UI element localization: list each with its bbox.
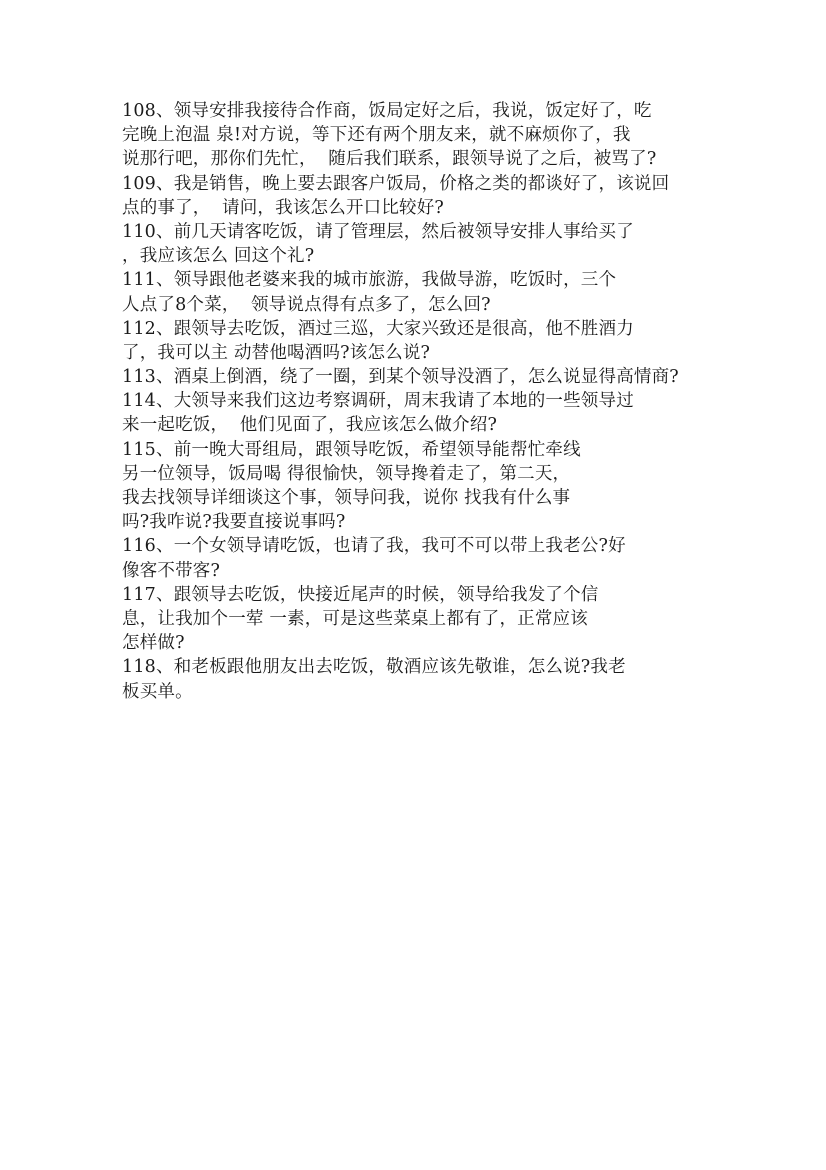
text-line: 108、领导安排我接待合作商，饭局定好之后，我说，饭定好了，吃 — [122, 101, 652, 121]
text-line: 怎样做? — [122, 633, 185, 654]
document-body — [122, 99, 722, 704]
text-line: 吗?我咋说?我要直接说事吗? — [122, 512, 346, 533]
text-line: 另一位领导，饭局喝 得很愉快，领导搀着走了，第二天， — [122, 463, 571, 484]
text-line: 完晚上泡温 泉!对方说，等下还有两个朋友来，就不麻烦你了，我 — [122, 125, 631, 146]
text-line: 板买单。 — [122, 681, 193, 702]
text-line: 息，让我加个一荤 一素，可是这些菜桌上都有了，正常应该 — [122, 608, 588, 629]
text-line: 说那行吧，那你们先忙， 随后我们联系，跟领导说了之后，被骂了? — [122, 149, 657, 170]
text-line: 118、和老板跟他朋友出去吃饭，敬酒应该先敬谁，怎么说?我老 — [122, 657, 626, 678]
text-line: 了，我可以主 动替他喝酒吗?该怎么说? — [122, 342, 431, 363]
text-line: 113、酒桌上倒酒，绕了一圈，到某个领导没酒了，怎么说显得高情商? — [122, 367, 679, 388]
text-line: 来一起吃饭， 他们见面了，我应该怎么做介绍? — [122, 415, 498, 436]
text-line: 我去找领导详细谈这个事，领导问我，说你 找我有什么事 — [122, 488, 571, 508]
text-line: 点的事了， 请问，我该怎么开口比较好? — [122, 197, 445, 218]
text-line: 115、前一晚大哥组局，跟领导吃饭，希望领导能帮忙牵线 — [122, 439, 581, 460]
text-line: 像客不带客? — [122, 560, 221, 581]
text-line: 117、跟领导去吃饭，快接近尾声的时候，领导给我发了个信 — [122, 584, 599, 605]
text-line: 人点了8个菜， 领导说点得有点多了，怎么回? — [122, 294, 491, 315]
text-line: 112、跟领导去吃饭，酒过三巡，大家兴致还是很高，他不胜酒力 — [122, 318, 634, 339]
text-line: 109、我是销售，晚上要去跟客户饭局，价格之类的都谈好了，该说回 — [122, 173, 670, 194]
text-line: 114、大领导来我们这边考察调研，周末我请了本地的一些领导过 — [122, 391, 634, 412]
text-line: 116、一个女领导请吃饭，也请了我，我可不可以带上我老公?好 — [122, 536, 626, 557]
text-line: 111、领导跟他老婆来我的城市旅游，我做导游，吃饭时，三个 — [122, 270, 617, 291]
text-line: 110、前几天请客吃饭，请了管理层，然后被领导安排人事给买了 — [122, 221, 634, 242]
text-line: ，我应该怎么 回这个礼? — [122, 246, 315, 267]
